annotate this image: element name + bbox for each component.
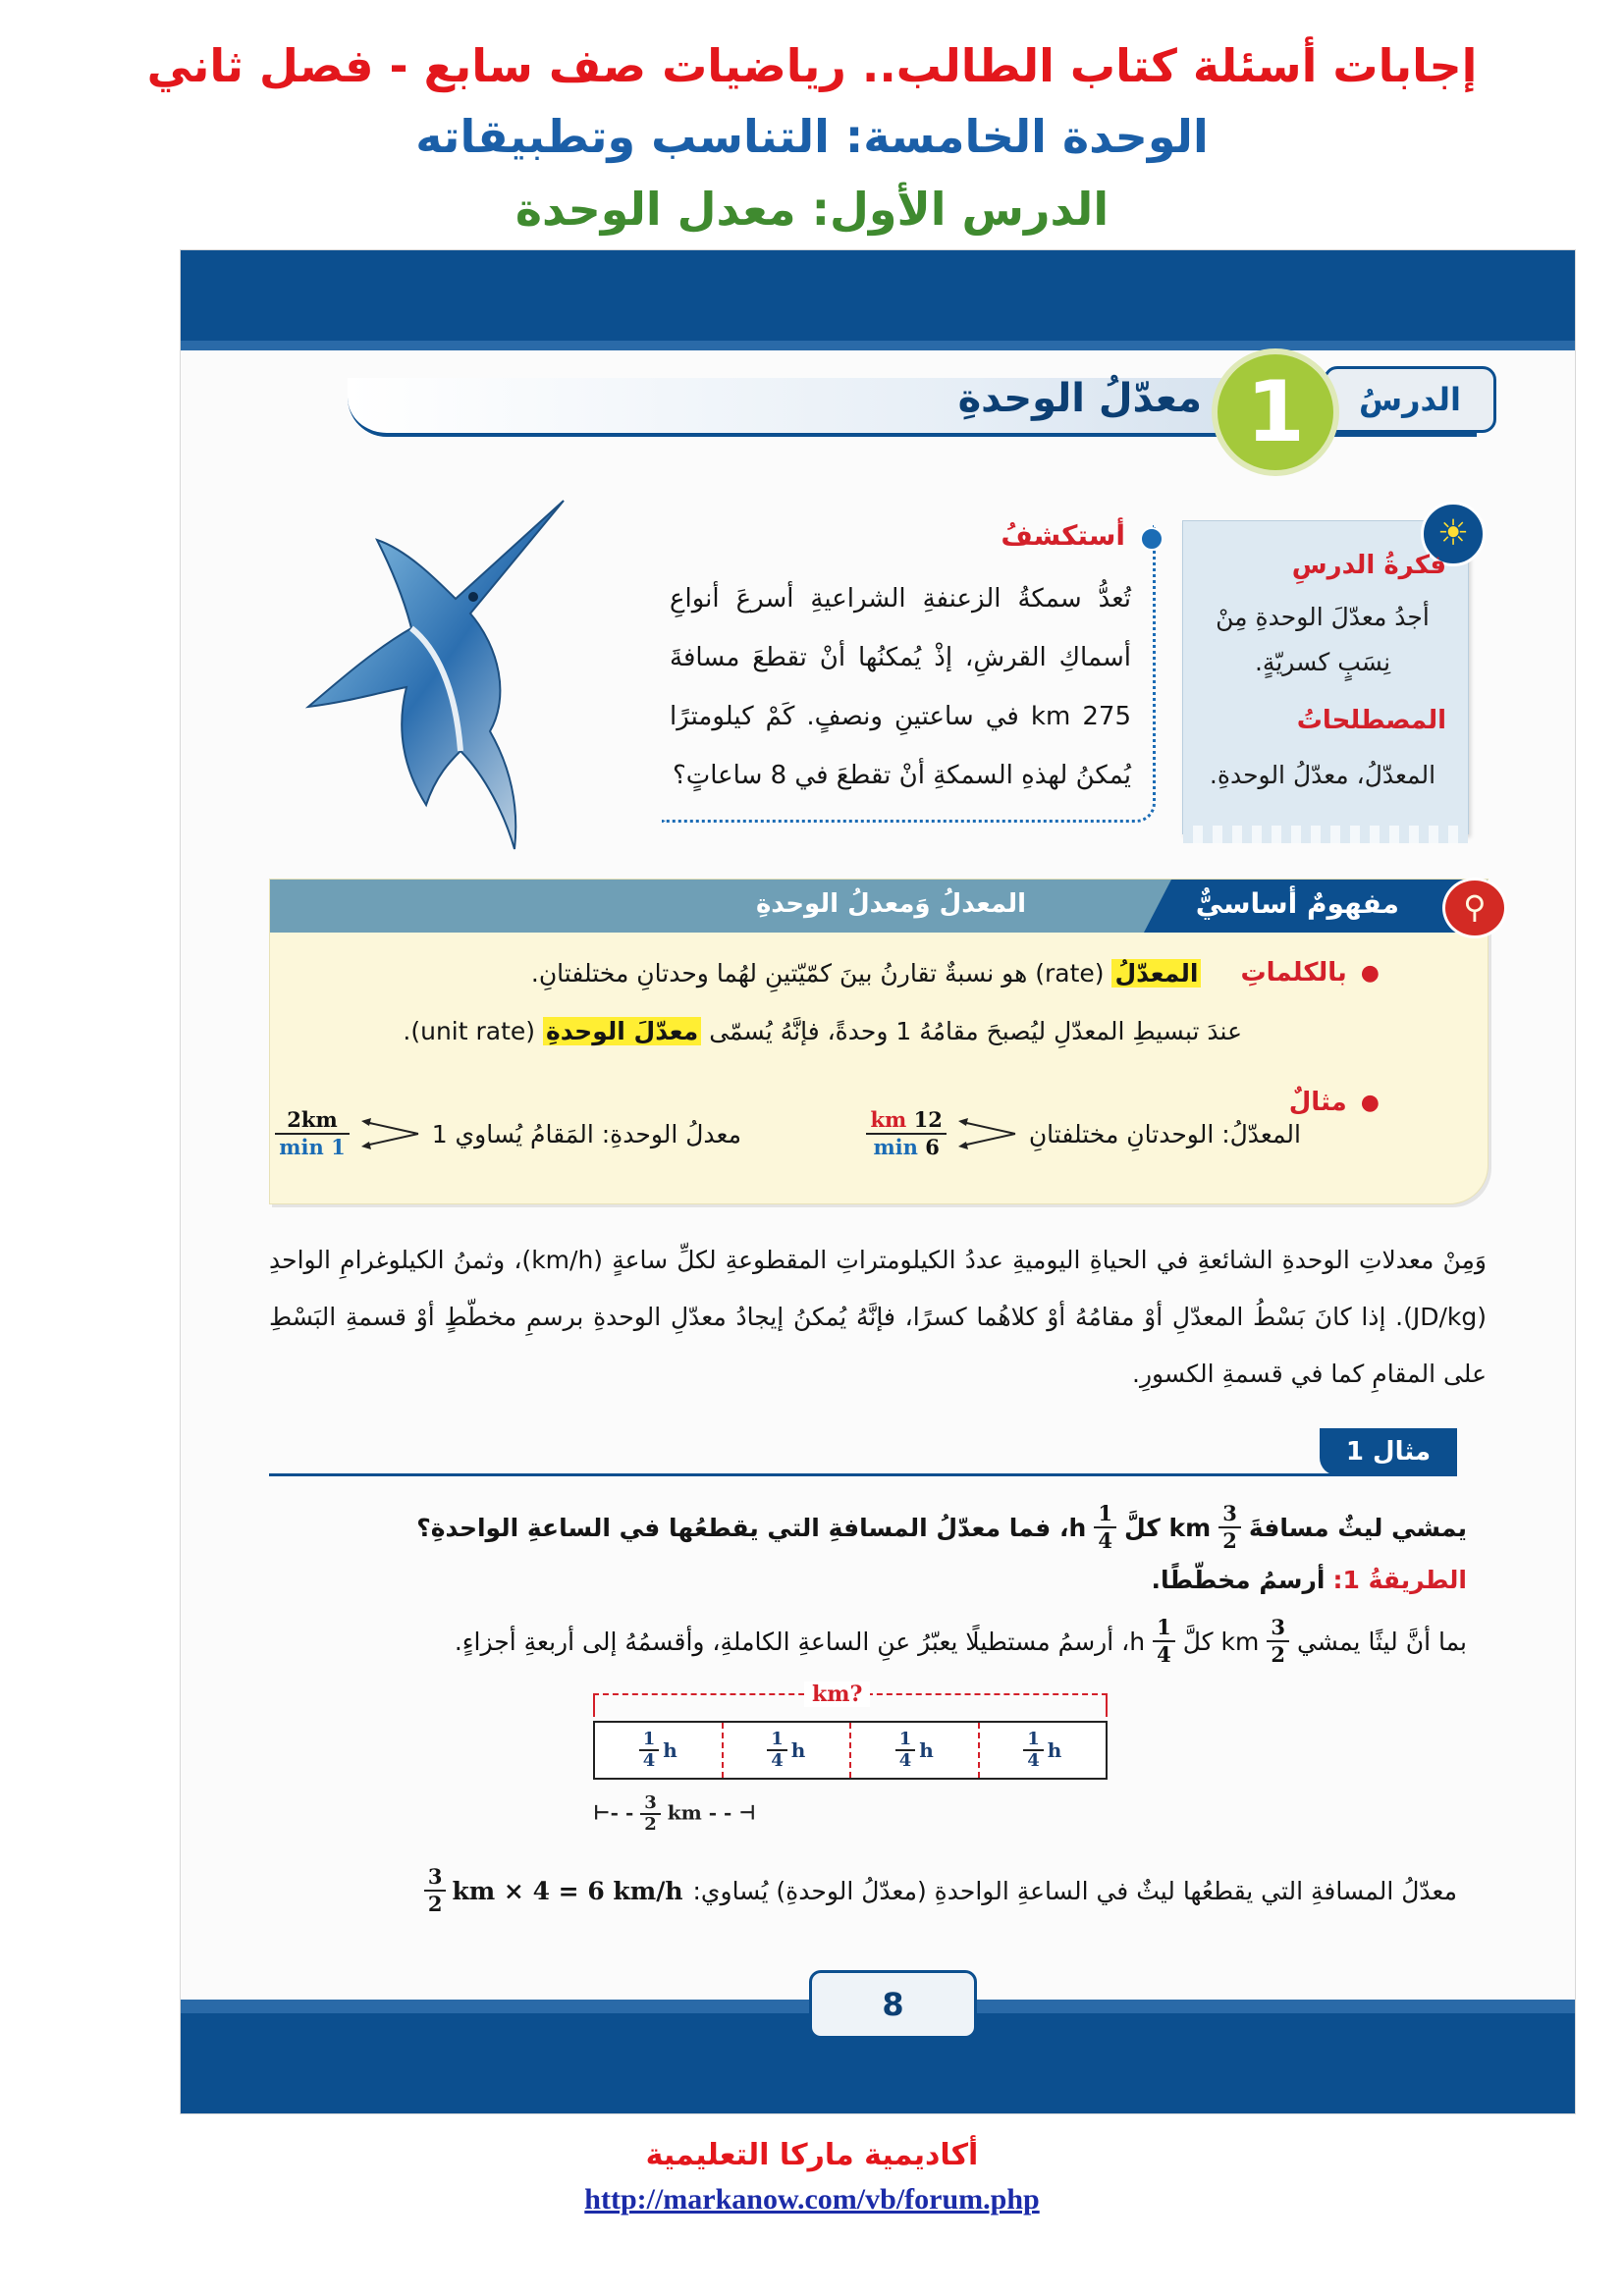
- definition-1: [531, 959, 1202, 988]
- idea-heading: فكرةُ الدرسِ: [1291, 551, 1446, 580]
- definition-2-end: (unit rate).: [403, 1017, 536, 1045]
- cell-unit: h: [919, 1738, 934, 1762]
- cell-numerator: 1: [639, 1730, 660, 1751]
- question-fraction-1: [1218, 1501, 1241, 1554]
- cell-unit: h: [663, 1738, 677, 1762]
- question-part-b: km كلَّ: [1123, 1513, 1212, 1542]
- rate-numerator: 12: [913, 1107, 943, 1132]
- diagram-cell: [978, 1723, 1107, 1778]
- unit-rate-fraction: [275, 1107, 349, 1160]
- cell-unit: h: [1047, 1738, 1062, 1762]
- bottom-numerator: 3: [640, 1793, 661, 1815]
- rate-denominator: 6: [925, 1135, 940, 1159]
- hour-diagram: [593, 1682, 1123, 1835]
- marlin-fish-icon: [289, 481, 583, 854]
- cell-numerator: 1: [1023, 1730, 1044, 1751]
- fraction-denominator: 2: [1271, 1642, 1285, 1667]
- method-label: الطريقةُ 1:: [1332, 1566, 1467, 1594]
- explore-section: [662, 519, 1156, 823]
- lesson-number: 1: [1212, 348, 1339, 476]
- words-label: بالكلماتِ: [1240, 958, 1347, 988]
- rate-example-label: المعدّلُ: الوحدتانِ مختلفتانِ: [1028, 1119, 1301, 1148]
- lesson-ribbon: [190, 356, 1555, 461]
- fraction-denominator: 4: [1157, 1642, 1171, 1667]
- lightbulb-icon: ☀: [1421, 502, 1486, 566]
- rate-denominator-unit: min: [873, 1135, 918, 1159]
- unit-rate-denominator: 1 min: [279, 1135, 346, 1159]
- rate-numerator-unit: km: [870, 1107, 907, 1132]
- words-row: [531, 958, 1380, 988]
- example-label: مثالٌ: [1288, 1088, 1347, 1117]
- lesson-title: معدّلُ الوحدةِ: [957, 376, 1202, 421]
- page-number: 8: [809, 1970, 977, 2039]
- question-fraction-2: [1094, 1501, 1116, 1554]
- bullet-dot-icon: [1140, 527, 1164, 551]
- cell-denominator: 4: [642, 1750, 656, 1771]
- cell-unit: h: [790, 1738, 806, 1762]
- top-band-accent: [181, 341, 1575, 350]
- unit-rate-numerator: 2km: [275, 1107, 349, 1135]
- cell-numerator: 1: [895, 1730, 916, 1751]
- lesson-idea-box: [1182, 513, 1470, 834]
- textbook-page: [180, 249, 1576, 2114]
- diagram-bar: [593, 1721, 1108, 1780]
- double-arrow-icon: [359, 1114, 422, 1153]
- cell-denominator: 4: [898, 1750, 912, 1771]
- fraction-denominator: 4: [1098, 1528, 1112, 1553]
- diagram-cell: [849, 1723, 978, 1778]
- fraction-numerator: 3: [1218, 1501, 1241, 1528]
- example-question: [416, 1501, 1467, 1554]
- result-line: [424, 1864, 1457, 1917]
- lesson-word: الدرسُ: [1324, 366, 1496, 433]
- cell-denominator: 4: [1027, 1750, 1040, 1771]
- method-line: [1152, 1566, 1467, 1594]
- result-expression: [424, 1864, 683, 1917]
- unit-rate-example: [275, 1107, 741, 1160]
- concept-label: مفهومٌ أساسيٌّ: [1195, 887, 1399, 920]
- rate-example: [866, 1107, 1301, 1160]
- explore-title: أستكشفُ: [1001, 519, 1125, 552]
- footer-org: أكاديمية ماركا التعليمية: [645, 2138, 979, 2172]
- diagram-top-label: km?: [804, 1682, 870, 1707]
- footer-link[interactable]: http://markanow.com/vb/forum.php: [584, 2183, 1040, 2216]
- rate-fraction: [866, 1107, 946, 1160]
- explain-fraction-1: [1267, 1615, 1289, 1668]
- method-text: أرسمُ مخطّطًا.: [1151, 1566, 1326, 1594]
- concept-subtitle: المعدلُ وَمعدلُ الوحدةِ: [755, 889, 1026, 919]
- definition-2: [403, 1017, 1242, 1045]
- idea-text: أجدُ معدّلَ الوحدةِ مِنْ نِسَبٍ كسريّةٍ.: [1216, 603, 1430, 676]
- explain-part-c: h، أرسمُ مستطيلًا يعبّرُ عنِ الساعةِ الكاملةِ، وأقسمُهُ إلى أربعةِ أجزاءٍ.: [454, 1627, 1146, 1656]
- question-part-c: h، فما معدّلُ المسافةِ التي يقطعُها في الساعةِ الواحدةِ؟: [416, 1513, 1087, 1542]
- fraction-numerator: 1: [1153, 1615, 1175, 1642]
- unit-rate-term: معدّلَ الوحدةِ: [543, 1017, 701, 1045]
- fraction-numerator: 1: [1094, 1501, 1116, 1528]
- terms-text: المعدّلُ، معدّلُ الوحدةِ.: [1209, 761, 1436, 789]
- definition-1-text: (rate) هو نسبةٌ تقارنُ بينَ كمّيّتينِ لهُما وحدتانِ مختلفتانِ.: [530, 958, 1105, 988]
- diagram-bottom-label: ⊢- - $\frac{3}{2}$ km - - ⊣: [593, 1792, 756, 1835]
- bottom-unit: km: [667, 1800, 702, 1825]
- diagram-cell: [722, 1723, 850, 1778]
- question-part-a: يمشي ليثٌ مسافةَ: [1248, 1513, 1467, 1542]
- example-divider: [269, 1473, 1457, 1476]
- result-expr: km × 4 = 6 km/h: [452, 1876, 683, 1905]
- key-icon: ⚲: [1442, 878, 1507, 938]
- header-line-2: الوحدة الخامسة: التناسب وتطبيقاته: [415, 110, 1209, 163]
- definition-2-start: عندَ تبسيطِ المعدّلِ ليُصبحَ مقامُهُ 1 وحدةً، فإنَّهُ يُسمّى: [709, 1017, 1242, 1045]
- double-arrow-icon: [956, 1114, 1019, 1153]
- diagram-cell: [595, 1723, 722, 1778]
- key-concept-box: [269, 879, 1489, 1204]
- bullet-icon: ●: [1360, 960, 1380, 986]
- bottom-denominator: 2: [644, 1814, 657, 1835]
- cell-numerator: 1: [767, 1730, 787, 1751]
- torn-edge: [1183, 826, 1468, 843]
- example-row: [1289, 1088, 1380, 1117]
- explanation-line: [455, 1615, 1467, 1668]
- explore-text: تُعدُّ سمكةُ الزعنفةِ الشراعيةِ أسرعَ أنواعِ أسماكِ القرشِ، إذْ يُمكنُها أنْ تقطعَ مسافةَ 275 km في ساعتينِ ونصفٍ. كَمْ كيلومترًا يُمكنُ لهذهِ السمكةِ أنْ تقطعَ في 8 ساعاتٍ؟: [670, 584, 1131, 790]
- top-band: [181, 250, 1575, 341]
- fraction-denominator: 2: [1222, 1528, 1237, 1553]
- bullet-icon: ●: [1360, 1090, 1380, 1115]
- result-denominator: 2: [427, 1892, 443, 1916]
- explain-fraction-2: [1153, 1615, 1175, 1668]
- header-line-1: إجابات أسئلة كتاب الطالب.. رياضيات صف سابع - فصل ثاني: [146, 39, 1478, 92]
- result-numerator: 3: [424, 1864, 447, 1892]
- example-tab: مثال 1: [1320, 1428, 1457, 1475]
- rate-term: المعدّلُ: [1111, 959, 1201, 988]
- terms-heading: المصطلحاتُ: [1296, 706, 1446, 735]
- explain-part-b: km كلَّ: [1182, 1627, 1260, 1656]
- explain-part-a: بما أنَّ ليثًا يمشي: [1296, 1627, 1467, 1656]
- cell-denominator: 4: [771, 1750, 784, 1771]
- result-text: معدّلُ المسافةِ التي يقطعُها ليثٌ في الساعةِ الواحدةِ (معدّلُ الوحدةِ) يُساوي:: [692, 1876, 1457, 1905]
- fraction-numerator: 3: [1267, 1615, 1289, 1642]
- header-line-3: الدرس الأول: معدل الوحدة: [514, 183, 1110, 236]
- unit-rate-example-label: معدلُ الوحدةِ: المَقامُ يُساوي 1: [431, 1119, 741, 1148]
- body-paragraph: وَمِنْ معدلاتِ الوحدةِ الشائعةِ في الحياةِ اليوميةِ عددُ الكيلومتراتِ المقطوعةِ لكلِّ ساعةٍ (km/h)، وثمنُ الكيلوغرامِ الواحدِ (JD/kg). إذا كانَ بَسْطُ المعدّلِ أوْ مقامُهُ أوْ كلاهُما كسرًا، فإنَّهُ يُمكنُ إيجادُ معدّلِ الوحدةِ برسمِ مخطّطٍ أوْ قسمةِ البَسْطِ على المقامِ كما في قسمةِ الكسورِ.: [269, 1246, 1487, 1388]
